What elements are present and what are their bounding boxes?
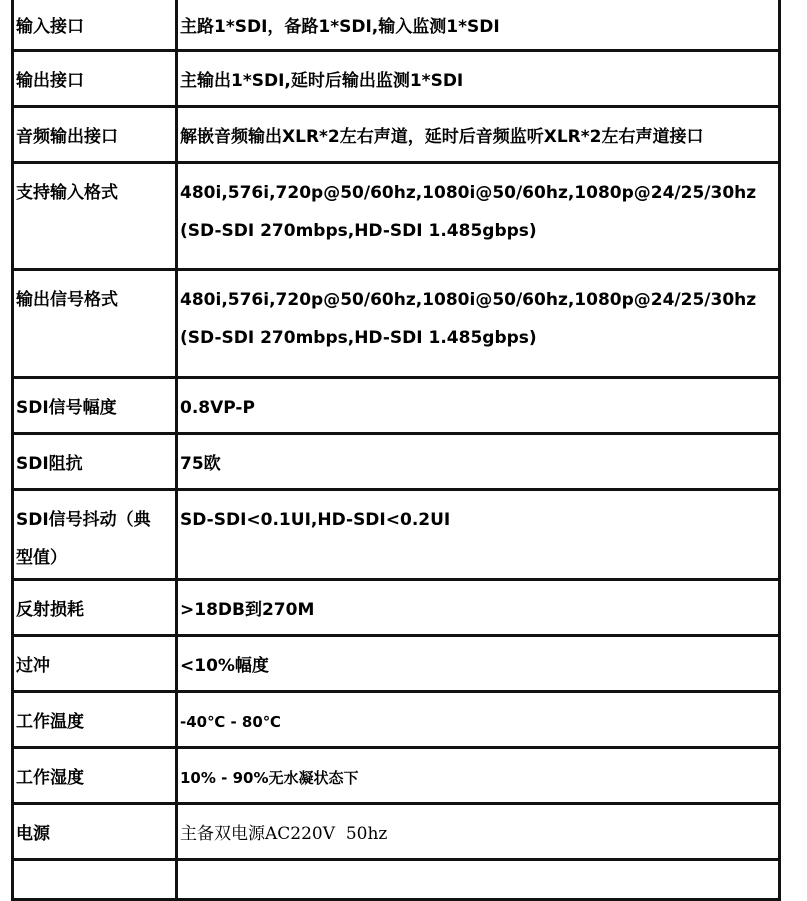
row-label — [13, 0, 177, 51]
row-label — [13, 490, 177, 580]
row-value — [177, 434, 780, 490]
row-value — [177, 692, 780, 748]
table-row-empty — [13, 860, 780, 900]
row-value-text: 0.8VP-P — [180, 398, 255, 418]
table-row-output-format — [13, 270, 780, 378]
row-label-text: 支持输入格式 — [16, 183, 118, 203]
row-value-text: 75欧 — [180, 454, 221, 474]
row-label-text — [16, 861, 175, 885]
row-value — [177, 107, 780, 163]
table-row-input-format — [13, 163, 780, 270]
row-label-text: SDI阻抗 — [16, 454, 83, 474]
table-row-power-supply — [13, 804, 780, 860]
row-label-text: SDI信号幅度 — [16, 398, 117, 418]
row-label-text: 输入接口 — [16, 17, 84, 37]
row-value — [177, 270, 780, 378]
row-value-text: <10%幅度 — [180, 656, 269, 676]
row-label-text: 型值） — [16, 548, 67, 568]
row-value-text: 480i,576i,720p@50/60hz,1080i@50/60hz,1080p@24/25/30hz — [180, 290, 757, 310]
row-label — [13, 270, 177, 378]
row-value — [177, 51, 780, 107]
row-value-text: 480i,576i,720p@50/60hz,1080i@50/60hz,1080p@24/25/30hz — [180, 183, 757, 203]
row-value-text: 主输出1*SDI,延时后输出监测1*SDI — [180, 71, 464, 91]
row-label-text: SDI信号抖动（典 — [16, 510, 151, 530]
row-value — [177, 490, 780, 580]
row-value-text: (SD-SDI 270mbps,HD-SDI 1.485gbps) — [180, 221, 537, 241]
table-row-operating-temperature — [13, 692, 780, 748]
table-row-sdi-impedance — [13, 434, 780, 490]
table-row-audio-output — [13, 107, 780, 163]
row-value — [177, 580, 780, 636]
row-label — [13, 434, 177, 490]
row-label — [13, 636, 177, 692]
row-label — [13, 163, 177, 270]
row-value-text: -40℃ - 80℃ — [180, 713, 281, 731]
row-label-text: 工作温度 — [16, 712, 84, 732]
table-row-sdi-amplitude — [13, 378, 780, 434]
row-label-text: 电源 — [16, 824, 50, 844]
row-value — [177, 163, 780, 270]
row-label — [13, 378, 177, 434]
row-value-text: 10% - 90%无水凝状态下 — [180, 769, 359, 787]
row-value-text: >18DB到270M — [180, 600, 315, 620]
row-label — [13, 692, 177, 748]
row-label-text: 反射损耗 — [16, 600, 84, 620]
row-label — [13, 51, 177, 107]
row-label-text: 音频输出接口 — [16, 127, 118, 147]
row-label — [13, 860, 177, 900]
table-row-operating-humidity — [13, 748, 780, 804]
row-label — [13, 748, 177, 804]
row-value-text: 主备双电源AC220V 50hz — [180, 824, 388, 844]
row-label — [13, 804, 177, 860]
row-value-text: 主路1*SDI，备路1*SDI,输入监测1*SDI — [180, 17, 500, 37]
row-label-text: 输出信号格式 — [16, 290, 118, 310]
row-value-text: SD-SDI<0.1UI,HD-SDI<0.2UI — [180, 510, 451, 530]
table-row-input-interface — [13, 0, 780, 51]
row-value — [177, 860, 780, 900]
row-label-text: 工作湿度 — [16, 768, 84, 788]
row-value — [177, 748, 780, 804]
row-value — [177, 0, 780, 51]
table-row-output-interface — [13, 51, 780, 107]
table-row-overshoot — [13, 636, 780, 692]
spec-table — [11, 0, 781, 901]
row-value-text — [180, 861, 778, 885]
row-value — [177, 804, 780, 860]
row-label — [13, 580, 177, 636]
table-row-return-loss — [13, 580, 780, 636]
table-row-sdi-jitter — [13, 490, 780, 580]
row-label-text: 过冲 — [16, 656, 50, 676]
row-label — [13, 107, 177, 163]
row-value-text: (SD-SDI 270mbps,HD-SDI 1.485gbps) — [180, 328, 537, 348]
row-value-text: 解嵌音频输出XLR*2左右声道，延时后音频监听XLR*2左右声道接口 — [180, 127, 704, 147]
row-value — [177, 378, 780, 434]
row-value — [177, 636, 780, 692]
row-label-text: 输出接口 — [16, 71, 84, 91]
